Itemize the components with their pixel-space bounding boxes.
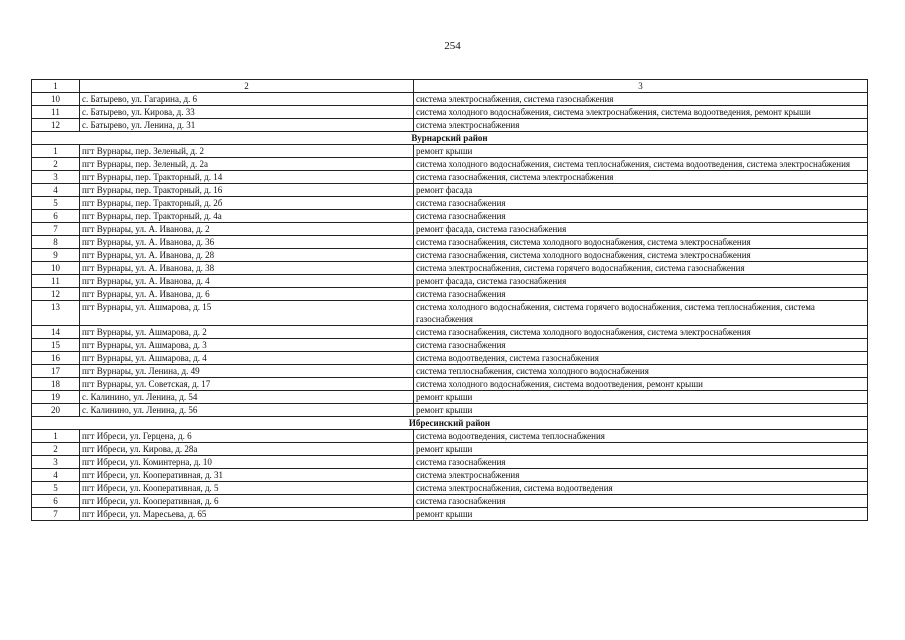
building-address: с. Калинино, ул. Ленина, д. 56 [80,404,414,417]
building-address: пгт Вурнары, ул. Советская, д. 17 [80,378,414,391]
repair-works: ремонт крыши [414,145,868,158]
table-row [32,482,868,495]
building-address: пгт Ибреси, ул. Коминтерна, д. 10 [80,456,414,469]
row-number: 10 [32,93,80,106]
table-row [32,495,868,508]
table-row [32,145,868,158]
building-address: пгт Ибреси, ул. Кооперативная, д. 5 [80,482,414,495]
table-row [32,443,868,456]
building-address: с. Батырево, ул. Гагарина, д. 6 [80,93,414,106]
table-row [32,391,868,404]
row-number: 1 [32,430,80,443]
table-row [32,93,868,106]
table-row [32,184,868,197]
row-number: 14 [32,326,80,339]
table-row [32,171,868,184]
table-row [32,210,868,223]
repair-works: система теплоснабжения, система холодного водоснабжения [414,365,868,378]
district-name: Ибресинский район [32,417,868,430]
table-row [32,158,868,171]
page-number: 254 [444,40,461,52]
repair-works: ремонт крыши [414,443,868,456]
building-address: с. Батырево, ул. Кирова, д. 33 [80,106,414,119]
row-number: 13 [32,301,80,326]
building-address: пгт Вурнары, пер. Зеленый, д. 2 [80,145,414,158]
table-row [32,378,868,391]
repair-works: система газоснабжения [414,210,868,223]
building-address: пгт Ибреси, ул. Кооперативная, д. 6 [80,495,414,508]
column-number-cell: 2 [80,80,414,93]
building-address: пгт Вурнары, ул. Ашмарова, д. 15 [80,301,414,326]
table-row [32,262,868,275]
table-row [32,365,868,378]
building-address: пгт Вурнары, ул. А. Иванова, д. 36 [80,236,414,249]
row-number: 16 [32,352,80,365]
building-address: пгт Вурнары, пер. Тракторный, д. 14 [80,171,414,184]
row-number: 20 [32,404,80,417]
building-address: пгт Ибреси, ул. Кирова, д. 28а [80,443,414,456]
building-address: пгт Вурнары, ул. А. Иванова, д. 4 [80,275,414,288]
row-number: 3 [32,456,80,469]
repair-works: система водоотведения, система теплоснабжения [414,430,868,443]
district-section-row [32,132,868,145]
table-row [32,275,868,288]
table-row [32,106,868,119]
repair-register-table [31,79,868,521]
repair-works: система газоснабжения, система холодного водоснабжения, система электроснабжения [414,249,868,262]
building-address: пгт Вурнары, ул. А. Иванова, д. 38 [80,262,414,275]
building-address: с. Батырево, ул. Ленина, д. 31 [80,119,414,132]
repair-works: ремонт фасада, система газоснабжения [414,275,868,288]
repair-works: система газоснабжения [414,456,868,469]
table-row [32,456,868,469]
row-number: 6 [32,495,80,508]
repair-works: система электроснабжения, система газоснабжения [414,93,868,106]
repair-works: система газоснабжения, система холодного водоснабжения, система электроснабжения [414,236,868,249]
repair-works: система газоснабжения, система электроснабжения [414,171,868,184]
row-number: 12 [32,288,80,301]
building-address: пгт Вурнары, ул. А. Иванова, д. 28 [80,249,414,262]
row-number: 7 [32,508,80,521]
repair-works: ремонт фасада, система газоснабжения [414,223,868,236]
repair-works: ремонт фасада [414,184,868,197]
row-number: 6 [32,210,80,223]
repair-works: система холодного водоснабжения, система горячего водоснабжения, система теплоснабжения, система газоснабжения [414,301,868,326]
table-row [32,288,868,301]
row-number: 17 [32,365,80,378]
building-address: пгт Вурнары, пер. Тракторный, д. 4а [80,210,414,223]
repair-works: ремонт крыши [414,391,868,404]
table-row [32,197,868,210]
column-number-row [32,80,868,93]
repair-works: система холодного водоснабжения, система теплоснабжения, система водоотведения, система электроснабжения [414,158,868,171]
row-number: 15 [32,339,80,352]
table-row [32,119,868,132]
building-address: пгт Вурнары, ул. А. Иванова, д. 2 [80,223,414,236]
table-row [32,404,868,417]
repair-works: система газоснабжения [414,288,868,301]
district-section-row [32,417,868,430]
repair-works: система холодного водоснабжения, система электроснабжения, система водоотведения, ремонт крыши [414,106,868,119]
building-address: пгт Ибреси, ул. Маресьева, д. 65 [80,508,414,521]
row-number: 2 [32,443,80,456]
building-address: пгт Вурнары, пер. Зеленый, д. 2а [80,158,414,171]
repair-works: система холодного водоснабжения, система водоотведения, ремонт крыши [414,378,868,391]
repair-works: ремонт крыши [414,404,868,417]
repair-works: система газоснабжения, система холодного водоснабжения, система электроснабжения [414,326,868,339]
building-address: пгт Вурнары, ул. Ленина, д. 49 [80,365,414,378]
row-number: 1 [32,145,80,158]
building-address: пгт Ибреси, ул. Кооперативная, д. 31 [80,469,414,482]
repair-works: система электроснабжения, система водоотведения [414,482,868,495]
table-row [32,223,868,236]
row-number: 4 [32,184,80,197]
column-number-cell: 3 [414,80,868,93]
repair-works: система электроснабжения [414,119,868,132]
repair-works: система газоснабжения [414,495,868,508]
district-name: Вурнарский район [32,132,868,145]
row-number: 8 [32,236,80,249]
row-number: 10 [32,262,80,275]
building-address: пгт Вурнары, ул. А. Иванова, д. 6 [80,288,414,301]
repair-works: система газоснабжения [414,197,868,210]
table-row [32,326,868,339]
row-number: 11 [32,106,80,119]
building-address: пгт Вурнары, пер. Тракторный, д. 16 [80,184,414,197]
column-number-cell: 1 [32,80,80,93]
table-row [32,339,868,352]
table-row [32,236,868,249]
repair-works: система электроснабжения, система горячего водоснабжения, система газоснабжения [414,262,868,275]
table-row [32,249,868,262]
building-address: пгт Ибреси, ул. Герцена, д. 6 [80,430,414,443]
table-row [32,430,868,443]
repair-works: система газоснабжения [414,339,868,352]
row-number: 4 [32,469,80,482]
table-row [32,469,868,482]
register-body [32,80,868,521]
row-number: 5 [32,482,80,495]
row-number: 11 [32,275,80,288]
repair-works: система электроснабжения [414,469,868,482]
table-row [32,352,868,365]
building-address: пгт Вурнары, ул. Ашмарова, д. 2 [80,326,414,339]
building-address: пгт Вурнары, пер. Тракторный, д. 2б [80,197,414,210]
row-number: 7 [32,223,80,236]
row-number: 5 [32,197,80,210]
building-address: пгт Вурнары, ул. Ашмарова, д. 4 [80,352,414,365]
repair-works: ремонт крыши [414,508,868,521]
row-number: 3 [32,171,80,184]
row-number: 19 [32,391,80,404]
building-address: с. Калинино, ул. Ленина, д. 54 [80,391,414,404]
table-row [32,508,868,521]
building-address: пгт Вурнары, ул. Ашмарова, д. 3 [80,339,414,352]
row-number: 9 [32,249,80,262]
repair-works: система водоотведения, система газоснабжения [414,352,868,365]
row-number: 18 [32,378,80,391]
row-number: 2 [32,158,80,171]
table-row [32,301,868,326]
row-number: 12 [32,119,80,132]
